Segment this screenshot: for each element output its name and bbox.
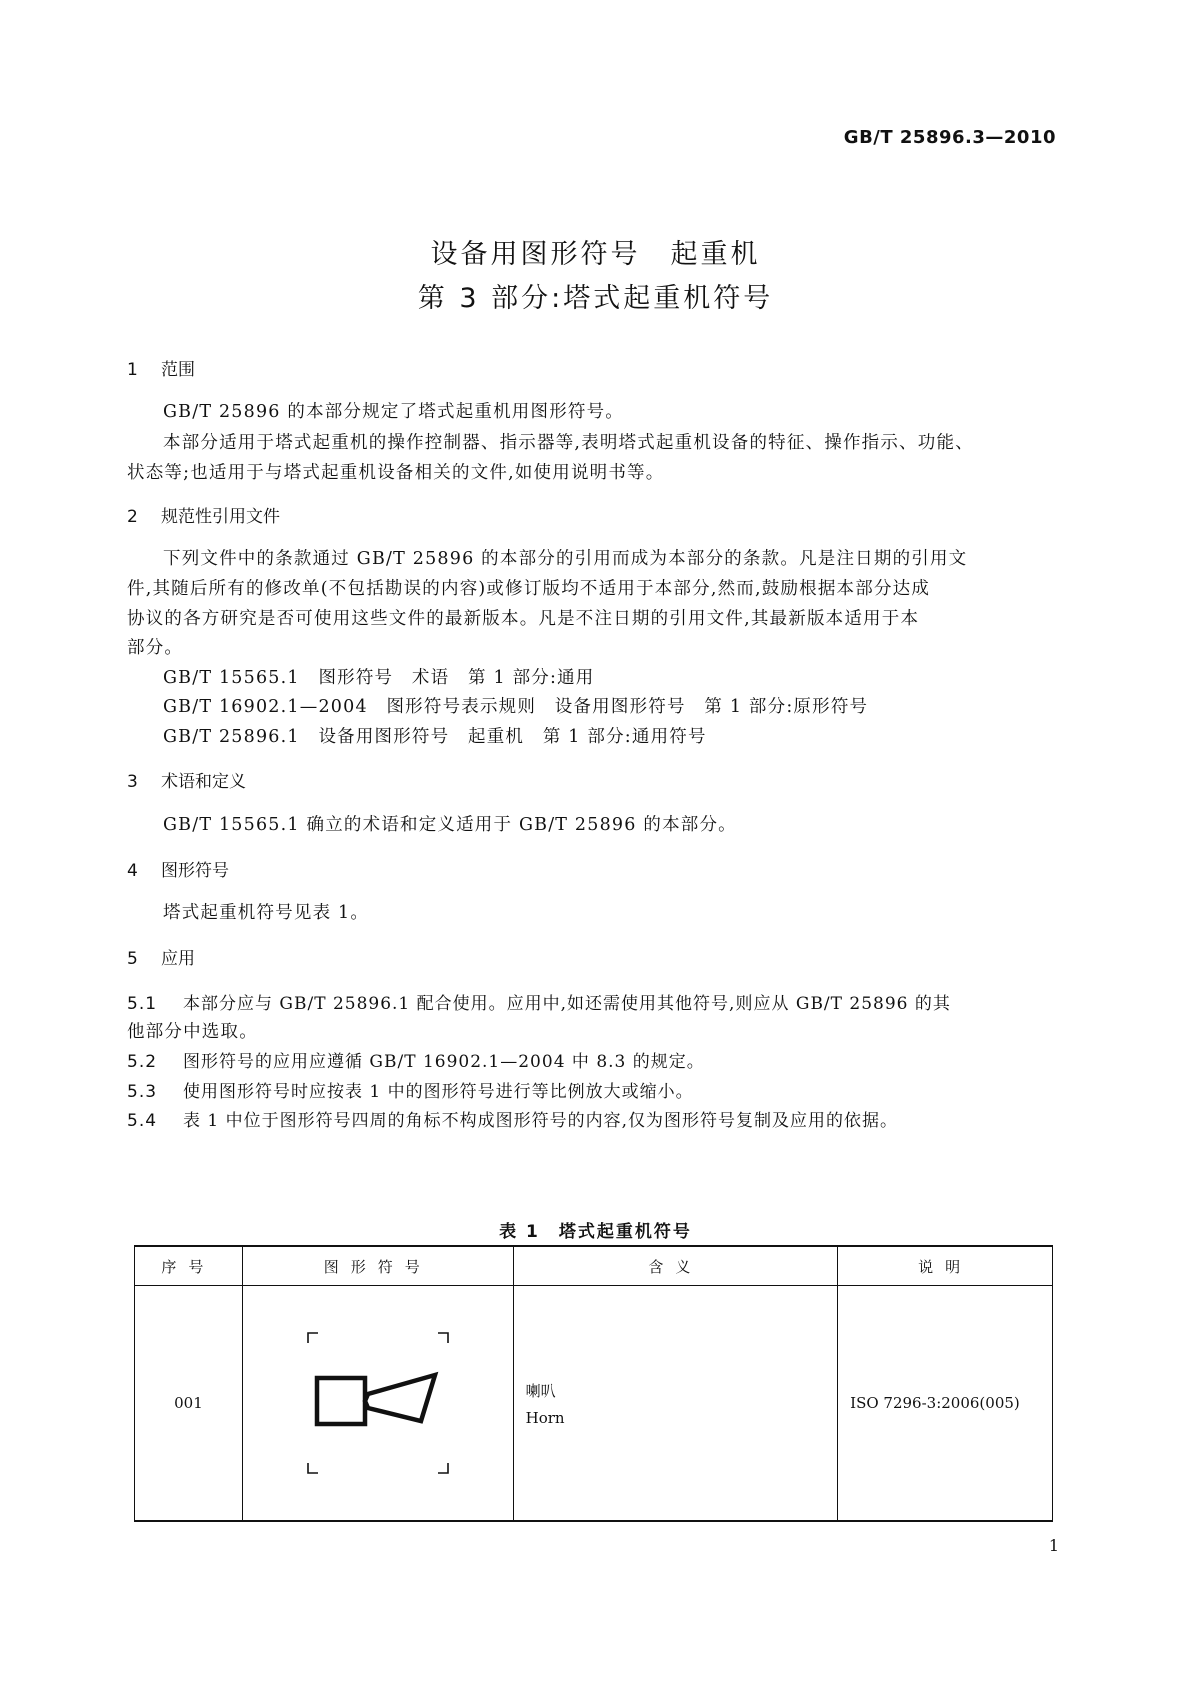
table-row bbox=[135, 1286, 1053, 1522]
paragraph: 件,其随后所有的修改单(不包括勘误的内容)或修订版均不适用于本部分,然而,鼓励根据本部分达成 bbox=[127, 579, 931, 599]
paragraph: 塔式起重机符号见表 1。 bbox=[163, 903, 370, 923]
note-cell: ISO 7296-3:2006(005) bbox=[838, 1286, 1053, 1522]
clause-5-1 bbox=[127, 989, 951, 1014]
document-subtitle: 第 3 部分:塔式起重机符号 bbox=[417, 283, 774, 314]
column-header: 含义 bbox=[513, 1246, 838, 1286]
clause-5-3 bbox=[127, 1077, 694, 1102]
page-number: 1 bbox=[1048, 1536, 1059, 1555]
section-number: 3 bbox=[127, 772, 138, 792]
table-caption: 表 1 塔式起重机符号 bbox=[499, 1222, 692, 1242]
section-title: 术语和定义 bbox=[161, 772, 246, 792]
clause-number: 5.3 bbox=[127, 1082, 158, 1102]
section-heading-5 bbox=[127, 944, 195, 969]
clause-number: 5.1 bbox=[127, 994, 158, 1014]
section-title: 规范性引用文件 bbox=[161, 507, 280, 527]
clause-text: 图形符号的应用应遵循 GB/T 16902.1—2004 中 8.3 的规定。 bbox=[183, 1052, 705, 1072]
paragraph: 状态等;也适用于与塔式起重机设备相关的文件,如使用说明书等。 bbox=[127, 463, 665, 483]
reference-item: GB/T 25896.1 设备用图形符号 起重机 第 1 部分:通用符号 bbox=[163, 727, 707, 747]
paragraph: GB/T 15565.1 确立的术语和定义适用于 GB/T 25896 的本部分。 bbox=[163, 815, 737, 835]
column-header: 图形符号 bbox=[242, 1246, 513, 1286]
section-heading-1 bbox=[127, 355, 195, 380]
section-title: 范围 bbox=[161, 360, 195, 380]
paragraph: 下列文件中的条款通过 GB/T 25896 的本部分的引用而成为本部分的条款。凡是注日期的引用文 bbox=[163, 549, 968, 569]
clause-number: 5.2 bbox=[127, 1052, 158, 1072]
clause-5-4 bbox=[127, 1106, 898, 1131]
symbol-cell bbox=[242, 1286, 513, 1522]
column-header: 说明 bbox=[838, 1246, 1053, 1286]
table-header-row bbox=[135, 1246, 1053, 1286]
reference-item: GB/T 15565.1 图形符号 术语 第 1 部分:通用 bbox=[163, 668, 595, 688]
horn-icon bbox=[303, 1328, 453, 1478]
document-title: 设备用图形符号 起重机 bbox=[430, 239, 761, 270]
symbol-table bbox=[134, 1245, 1053, 1522]
standard-number: GB/T 25896.3—2010 bbox=[843, 127, 1056, 148]
paragraph: 部分。 bbox=[127, 638, 184, 658]
section-heading-3 bbox=[127, 767, 246, 792]
column-header: 序号 bbox=[135, 1246, 243, 1286]
paragraph: 协议的各方研究是否可使用这些文件的最新版本。凡是不注日期的引用文件,其最新版本适用于本 bbox=[127, 609, 920, 629]
section-heading-2 bbox=[127, 502, 280, 527]
meaning-chinese: 喇叭 bbox=[525, 1381, 556, 1400]
meaning-cell bbox=[513, 1286, 838, 1522]
section-number: 5 bbox=[127, 949, 138, 969]
clause-number: 5.4 bbox=[127, 1111, 158, 1131]
paragraph: 本部分适用于塔式起重机的操作控制器、指示器等,表明塔式起重机设备的特征、操作指示、功能、 bbox=[163, 433, 974, 453]
meaning-english: Horn bbox=[525, 1408, 565, 1427]
paragraph: GB/T 25896 的本部分规定了塔式起重机用图形符号。 bbox=[163, 402, 625, 422]
clause-text-continuation: 他部分中选取。 bbox=[127, 1022, 258, 1042]
clause-text: 本部分应与 GB/T 25896.1 配合使用。应用中,如还需使用其他符号,则应从 GB/T 25896 的其 bbox=[183, 994, 951, 1014]
clause-5-2 bbox=[127, 1047, 705, 1072]
section-title: 图形符号 bbox=[161, 861, 229, 881]
reference-item: GB/T 16902.1—2004 图形符号表示规则 设备用图形符号 第 1 部分:原形符号 bbox=[163, 697, 869, 717]
section-number: 1 bbox=[127, 360, 138, 380]
section-heading-4 bbox=[127, 856, 229, 881]
clause-text: 使用图形符号时应按表 1 中的图形符号进行等比例放大或缩小。 bbox=[183, 1082, 694, 1102]
clause-text: 表 1 中位于图形符号四周的角标不构成图形符号的内容,仅为图形符号复制及应用的依据。 bbox=[183, 1111, 899, 1131]
section-number: 4 bbox=[127, 861, 138, 881]
row-id: 001 bbox=[135, 1286, 243, 1522]
section-number: 2 bbox=[127, 507, 138, 527]
section-title: 应用 bbox=[161, 949, 195, 969]
